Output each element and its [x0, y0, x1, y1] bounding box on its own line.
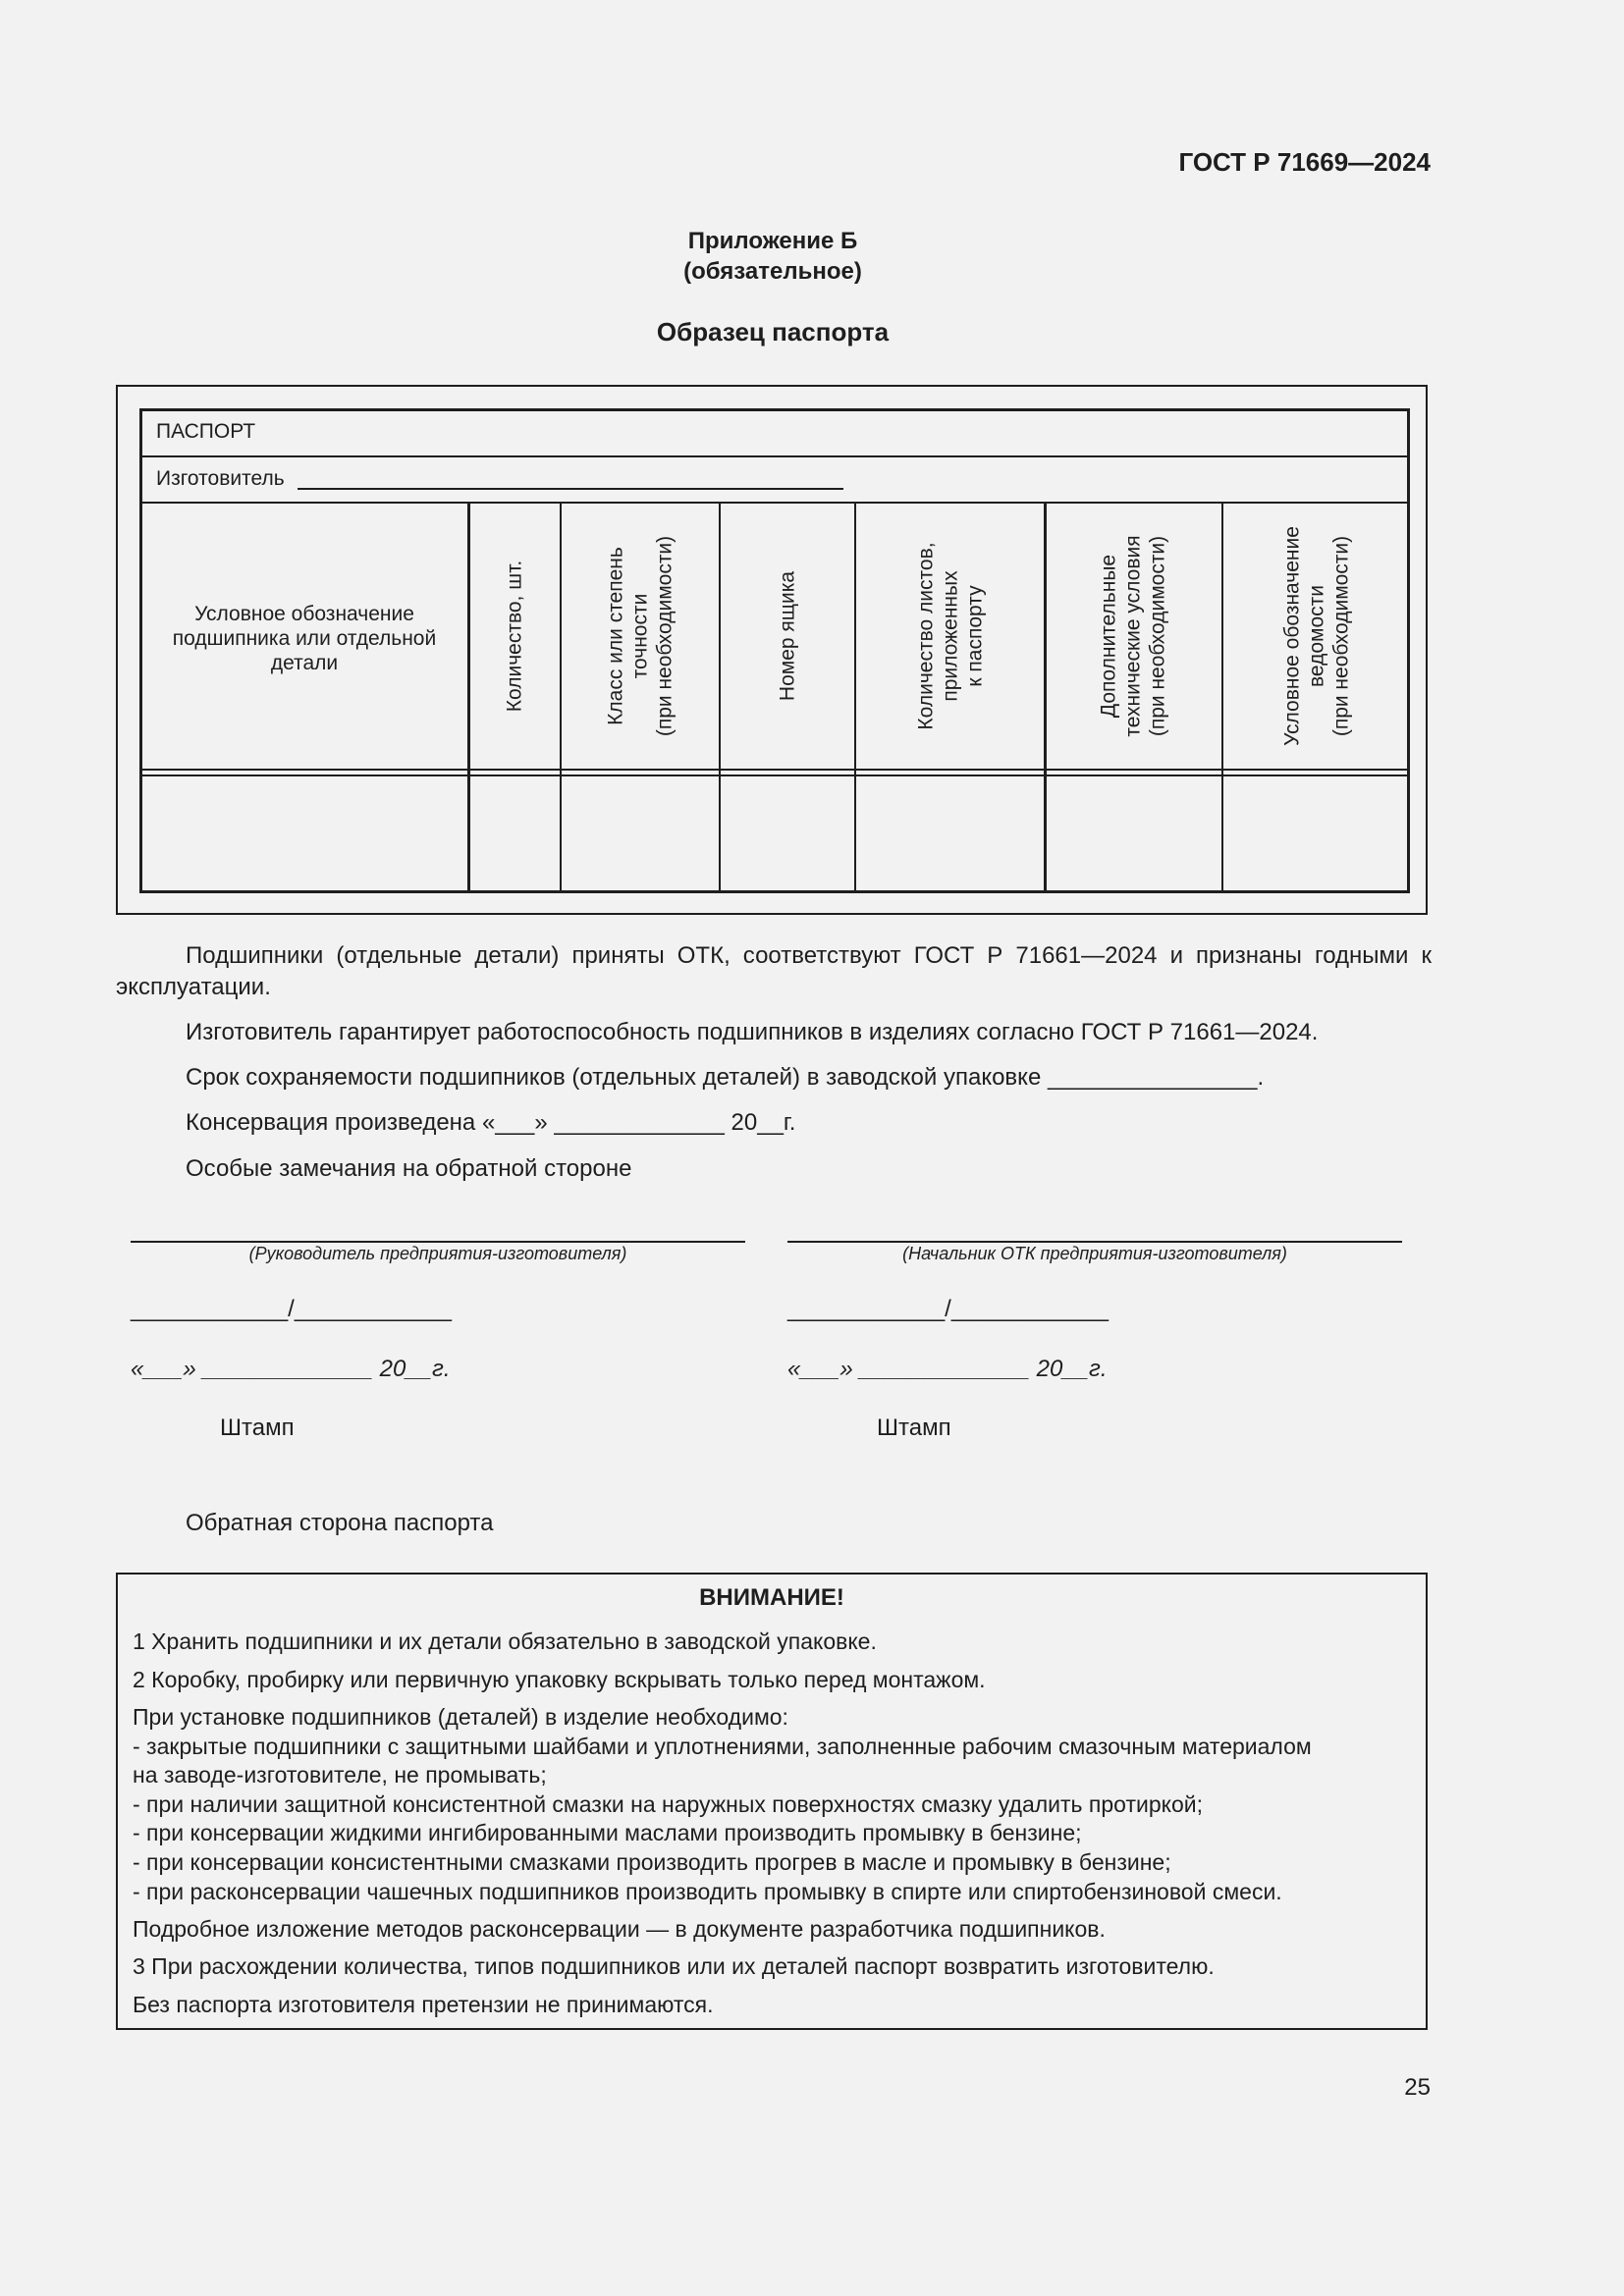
warning-title: ВНИМАНИЕ! — [699, 1584, 844, 1611]
column-divider — [560, 503, 562, 891]
table-cell-tech-conditions[interactable] — [1048, 777, 1219, 889]
caption-otk: (Начальник ОТК предприятия-изготовителя) — [902, 1244, 1287, 1263]
warning-line-6: - при наличии защитной консистентной смазки на наружных поверхностях смазку удалить протиркой; — [133, 1791, 1203, 1817]
row-divider — [139, 502, 1410, 504]
appendix-title: Приложение Б — [687, 228, 858, 254]
appendix-heading — [0, 226, 1545, 287]
signature-slash-director: ____________/____________ — [131, 1296, 453, 1322]
column-divider — [854, 503, 856, 891]
column-divider — [1221, 503, 1223, 891]
standard-number: ГОСТ Р 71669—2024 — [1178, 147, 1431, 177]
table-cell-sheets-count[interactable] — [857, 777, 1042, 889]
column-header-statement: Условное обозначение ведомости (при необходимости) — [1280, 526, 1353, 746]
column-header-box-number: Номер ящика — [776, 570, 799, 702]
table-cell-quantity[interactable] — [470, 777, 558, 889]
warning-line-2: 2 Коробку, пробирку или первичную упаковку вскрывать только перед монтажом. — [133, 1667, 986, 1692]
paragraph-acceptance: Подшипники (отдельные детали) приняты ОТК, соответствуют ГОСТ Р 71661—2024 и признаны годными к эксплуатации. — [116, 942, 1432, 1000]
warning-line-8: - при консервации консистентными смазками производить прогрев в масле и промывку в бензине; — [133, 1849, 1171, 1875]
warning-line-5: на заводе-изготовителе, не промывать; — [133, 1762, 547, 1788]
warning-line-3: При установке подшипников (деталей) в изделие необходимо: — [133, 1704, 788, 1730]
column-header-sheets-count: Количество листов, приложенных к паспорту — [914, 542, 987, 730]
column-divider — [1044, 503, 1047, 891]
header-divider — [139, 769, 1410, 771]
header-divider — [139, 774, 1410, 776]
manufacturer-label: Изготовитель — [156, 467, 285, 490]
appendix-status: (обязательное) — [683, 258, 862, 285]
stamp-label-director: Штамп — [220, 1415, 295, 1441]
column-divider — [719, 503, 721, 891]
warning-line-9: - при расконсервации чашечных подшипников производить промывку в спирте или спиртобензиновой смеси. — [133, 1879, 1282, 1904]
warning-line-12: Без паспорта изготовителя претензии не принимаются. — [133, 1992, 714, 2017]
passport-title: ПАСПОРТ — [156, 420, 256, 443]
date-line-director: «___» _____________ 20__г. — [131, 1356, 451, 1382]
sample-title: Образец паспорта — [656, 317, 890, 347]
warning-line-4: - закрытые подшипники с защитными шайбами и уплотнениями, заполненные рабочим смазочным материалом — [133, 1734, 1312, 1759]
paragraph-conservation: Консервация произведена «___» _____________ 20__г. — [186, 1109, 796, 1136]
column-header-quantity: Количество, шт. — [503, 560, 526, 713]
date-line-otk: «___» _____________ 20__г. — [787, 1356, 1108, 1382]
column-header-designation: Условное обозначение подшипника или отдельной детали — [172, 603, 437, 674]
signature-line-director[interactable] — [131, 1241, 745, 1243]
warning-line-11: 3 При расхождении количества, типов подшипников или их деталей паспорт возвратить изготовителю. — [133, 1953, 1215, 1979]
page-number: 25 — [1404, 2074, 1431, 2101]
table-cell-accuracy-class[interactable] — [563, 777, 717, 889]
table-cell-box-number[interactable] — [722, 777, 852, 889]
warning-line-10: Подробное изложение методов расконсервации — в документе разработчика подшипников. — [133, 1916, 1106, 1942]
table-cell-designation[interactable] — [143, 777, 465, 889]
paragraph-remarks: Особые замечания на обратной стороне — [186, 1155, 632, 1182]
warning-line-1: 1 Хранить подшипники и их детали обязательно в заводской упаковке. — [133, 1629, 877, 1654]
column-header-accuracy-class: Класс или степень точности (при необходимости) — [604, 535, 677, 737]
table-cell-statement[interactable] — [1224, 777, 1407, 889]
row-divider — [139, 455, 1410, 457]
warning-line-7: - при консервации жидкими ингибированными маслами производить промывку в бензине; — [133, 1820, 1082, 1845]
reverse-side-title: Обратная сторона паспорта — [186, 1510, 494, 1536]
column-header-tech-conditions: Дополнительные технические условия (при необходимости) — [1097, 535, 1169, 737]
paragraph-shelf-life: Срок сохраняемости подшипников (отдельных деталей) в заводской упаковке ________________. — [186, 1064, 1265, 1091]
caption-director: (Руководитель предприятия-изготовителя) — [248, 1244, 627, 1263]
manufacturer-field[interactable] — [298, 488, 843, 490]
stamp-label-otk: Штамп — [877, 1415, 951, 1441]
signature-slash-otk: ____________/____________ — [787, 1296, 1110, 1322]
signature-line-otk[interactable] — [787, 1241, 1402, 1243]
paragraph-guarantee: Изготовитель гарантирует работоспособность подшипников в изделиях согласно ГОСТ Р 71661—2024. — [186, 1019, 1319, 1045]
